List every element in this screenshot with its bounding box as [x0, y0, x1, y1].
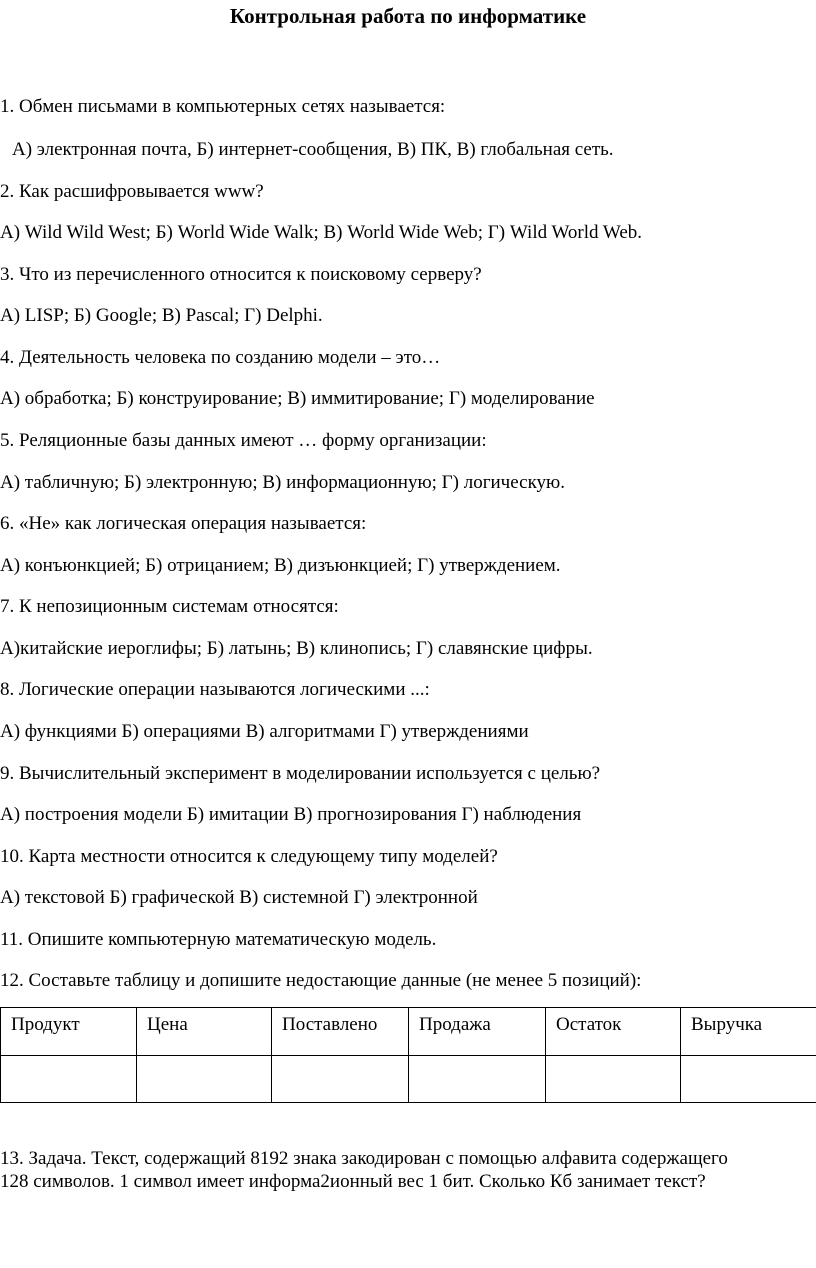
- question-6: 6. «Не» как логическая операция называется:: [0, 513, 367, 534]
- answers-6: А) конъюнкцией; Б) отрицанием; В) дизъюнкцией; Г) утверждением.: [0, 555, 561, 576]
- answers-4: А) обработка; Б) конструирование; В) иммитирование; Г) моделирование: [0, 388, 595, 409]
- question-1: 1. Обмен письмами в компьютерных сетях называется:: [0, 96, 446, 117]
- table-header-cell: Цена: [137, 1008, 272, 1056]
- table-cell: [137, 1056, 272, 1103]
- table-header-row: [1, 1008, 816, 1056]
- table-header-cell: Продажа: [409, 1008, 546, 1056]
- product-table: [0, 1007, 816, 1103]
- answers-1: А) электронная почта, Б) интернет-сообщения, В) ПК, В) глобальная сеть.: [12, 139, 614, 160]
- question-10: 10. Карта местности относится к следующему типу моделей?: [0, 846, 498, 867]
- question-7: 7. К непозиционным системам относятся:: [0, 596, 339, 617]
- task-13-line-1: 13. Задача. Текст, содержащий 8192 знака закодирован с помощью алфавита содержащего: [0, 1148, 728, 1169]
- answers-2: А) Wild Wild West; Б) World Wide Walk; В) World Wide Web; Г) Wild World Web.: [0, 222, 643, 243]
- table-cell: [272, 1056, 409, 1103]
- question-9: 9. Вычислительный эксперимент в моделировании используется с целью?: [0, 763, 601, 784]
- answers-3: А) LISP; Б) Google; В) Pascal; Г) Delphi.: [0, 305, 323, 326]
- answers-10: А) текстовой Б) графической В) системной Г) электронной: [0, 887, 478, 908]
- question-3: 3. Что из перечисленного относится к поисковому серверу?: [0, 264, 482, 285]
- answers-7: А)китайские иероглифы; Б) латынь; В) клинопись; Г) славянские цифры.: [0, 638, 593, 659]
- question-12: 12. Составьте таблицу и допишите недостающие данные (не менее 5 позиций):: [0, 970, 642, 991]
- question-4: 4. Деятельность человека по созданию модели – это…: [0, 347, 441, 368]
- question-2: 2. Как расшифровывается www?: [0, 181, 264, 202]
- question-8: 8. Логические операции называются логическими ...:: [0, 679, 430, 700]
- table-header-cell: Поставлено: [272, 1008, 409, 1056]
- document-title: Контрольная работа по информатике: [229, 4, 587, 28]
- table-header-cell: Остаток: [546, 1008, 681, 1056]
- task-13: [0, 1147, 816, 1193]
- table-cell: [1, 1056, 137, 1103]
- table-cell: [681, 1056, 816, 1103]
- answers-9: А) построения модели Б) имитации В) прогнозирования Г) наблюдения: [0, 804, 582, 825]
- question-5: 5. Реляционные базы данных имеют … форму организации:: [0, 430, 487, 451]
- table-cell: [546, 1056, 681, 1103]
- answers-8: А) функциями Б) операциями В) алгоритмами Г) утверждениями: [0, 721, 529, 742]
- table-cell: [409, 1056, 546, 1103]
- answers-5: А) табличную; Б) электронную; В) информационную; Г) логическую.: [0, 472, 565, 493]
- table-header-cell: Выручка: [681, 1008, 816, 1056]
- table-row: [1, 1056, 816, 1103]
- task-13-line-2: 128 символов. 1 символ имеет информа2ионный вес 1 бит. Сколько Кб занимает текст?: [0, 1171, 706, 1192]
- question-11: 11. Опишите компьютерную математическую модель.: [0, 929, 437, 950]
- table-header-cell: Продукт: [1, 1008, 137, 1056]
